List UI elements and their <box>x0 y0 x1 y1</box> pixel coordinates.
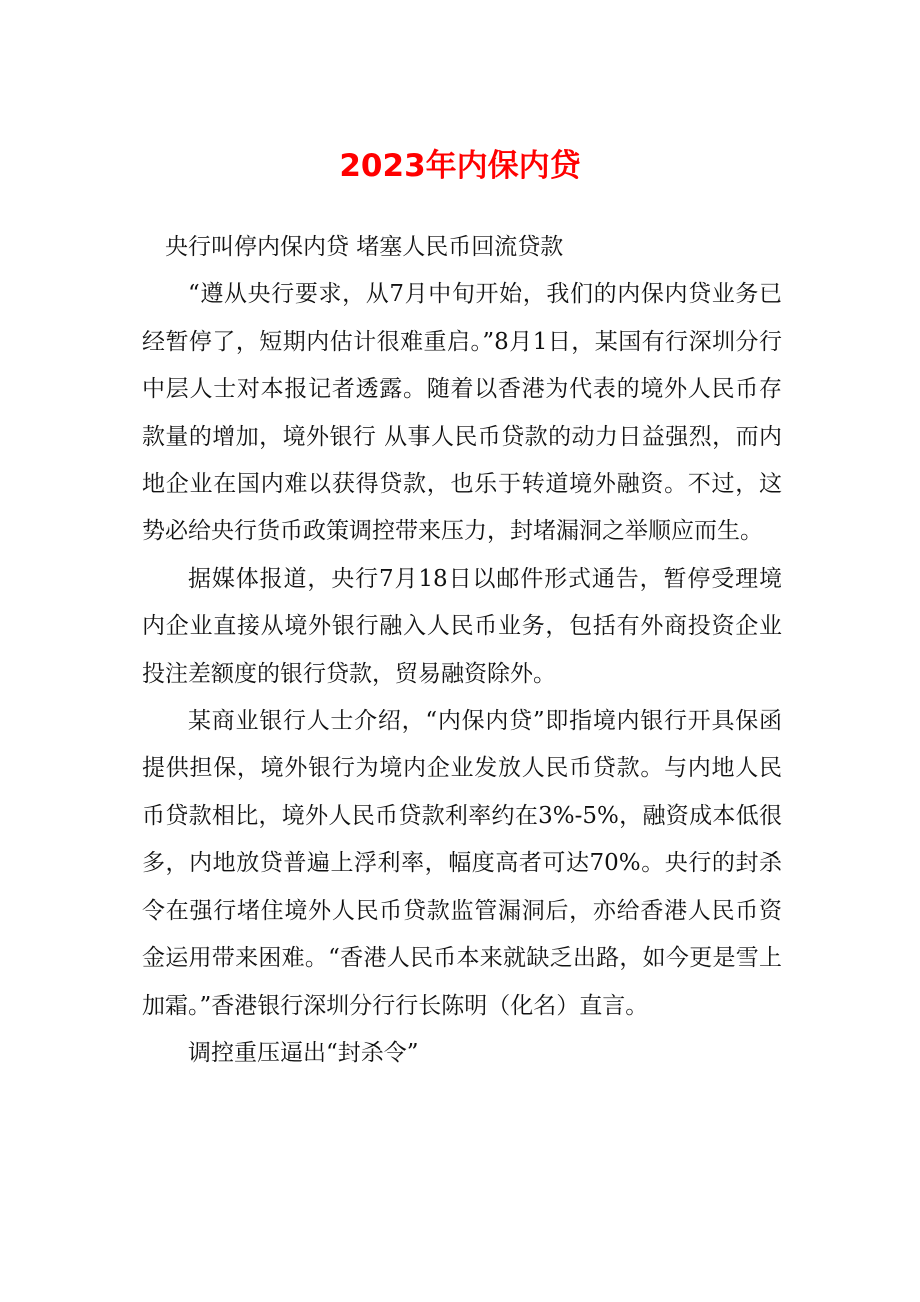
document-title: 2023年内保内贷 <box>339 148 581 184</box>
body-paragraph-2: 据媒体报道，央行7月18日以邮件形式通告，暂停受理境内企业直接从境外银行融入人民币业务，包括有外商投资企业投注差额度的银行贷款，贸易融资除外。 <box>142 565 782 687</box>
document-body <box>142 224 782 1077</box>
subtitle-paragraph: 央行叫停内保内贷 堵塞人民币回流贷款 <box>165 234 564 260</box>
body-paragraph-1: “遵从央行要求，从7月中旬开始，我们的内保内贷业务已经暂停了，短期内估计很难重启。”8月1日，某国有行深圳分行中层人士对本报记者透露。随着以香港为代表的境外人民币存款量的增加，境外银行 从事人民币贷款的动力日益强烈，而内地企业在国内难以获得贷款，也乐于转道境外融资。不过，这势必给央行货币政策调控带来压力，封堵漏洞之举顺应而生。 <box>142 281 782 545</box>
section-heading: 调控重压逼出“封杀令” <box>188 1039 419 1066</box>
body-paragraph-3: 某商业银行人士介绍，“内保内贷”即指境内银行开具保函提供担保，境外银行为境内企业发放人民币贷款。与内地人民币贷款相比，境外人民币贷款利率约在3%-5%，融资成本低很多，内地放贷普遍上浮利率，幅度高者可达70%。央行的封杀令在强行堵住境外人民币贷款监管漏洞后，亦给香港人民币资金运用带来困难。“香港人民币本来就缺乏出路，如今更是雪上加霜。”香港银行深圳分行行长陈明（化名）直言。 <box>142 708 782 1019</box>
